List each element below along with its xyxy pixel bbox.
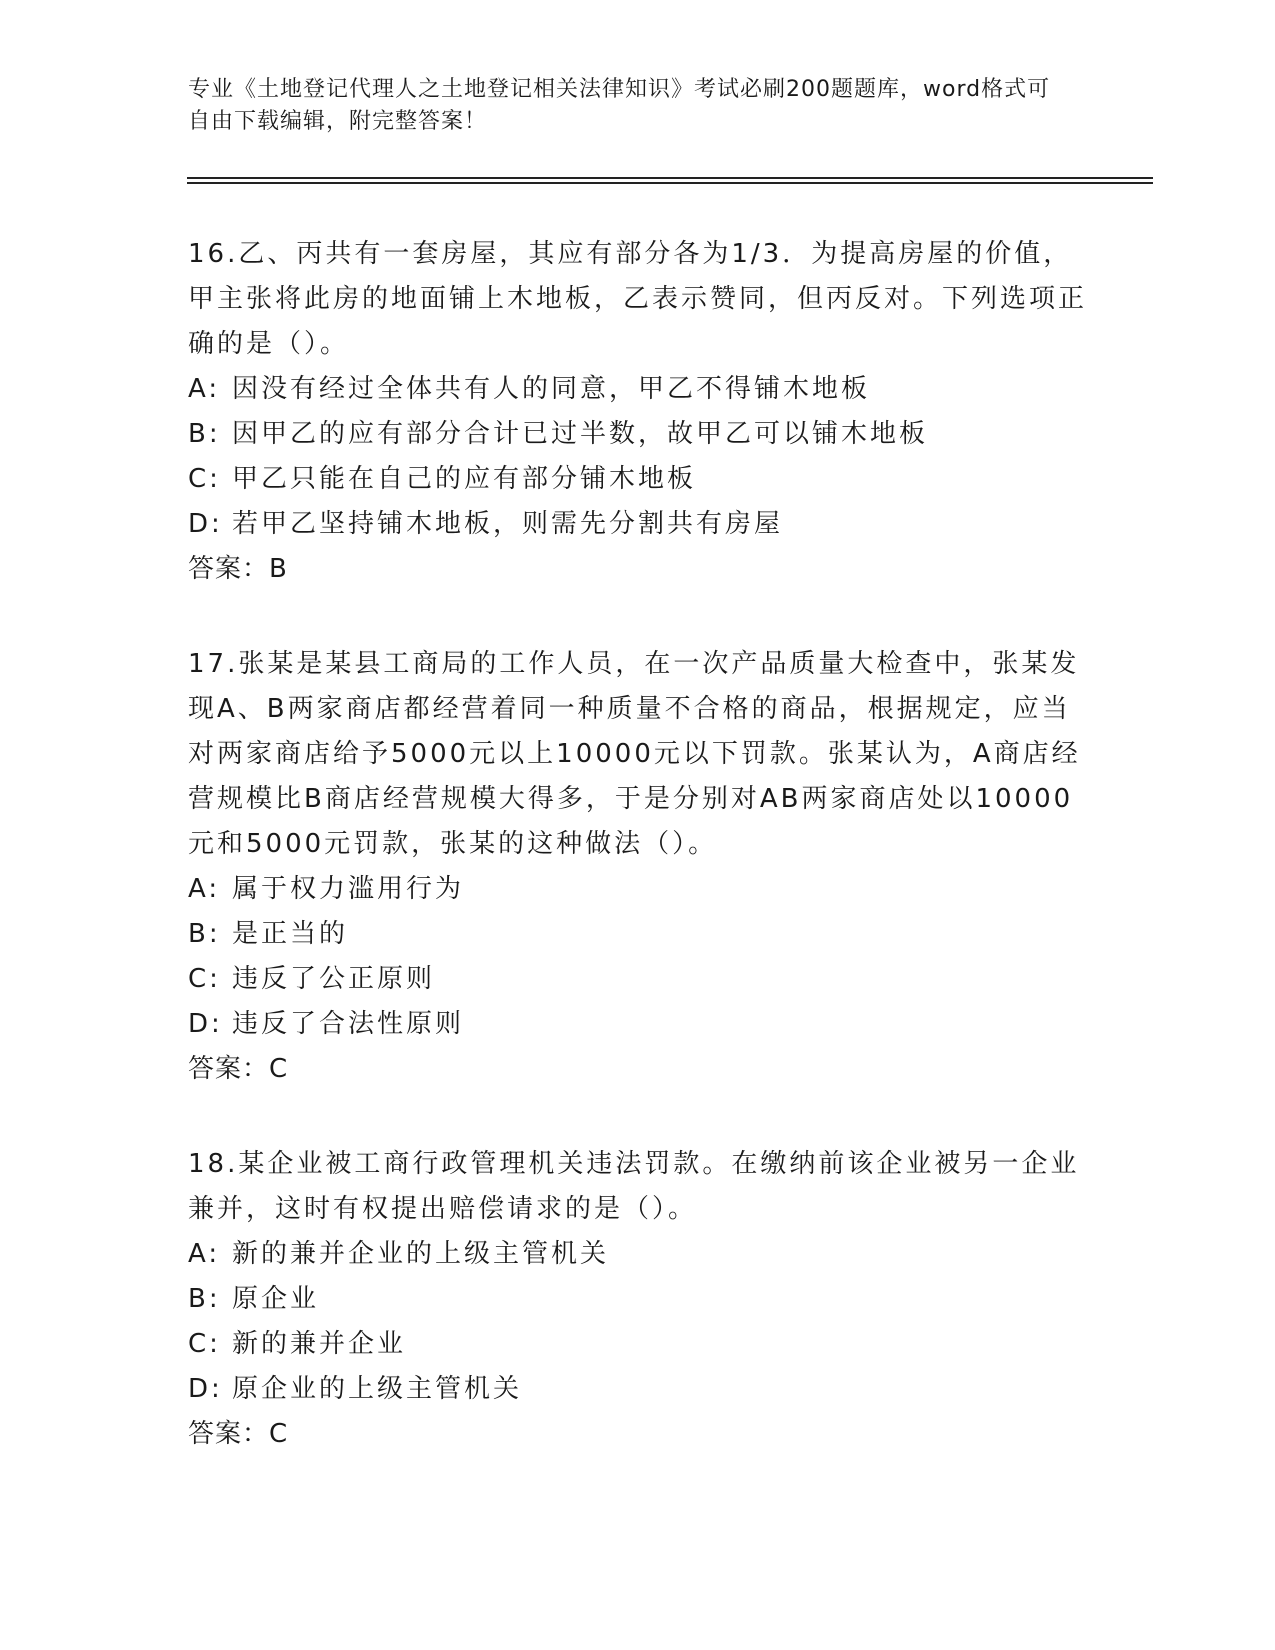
option-text: 新的兼并企业的上级主管机关 bbox=[232, 1239, 610, 1269]
header-divider-bottom bbox=[187, 182, 1153, 184]
question-18 bbox=[188, 1142, 1088, 1457]
question-stem: 18.某企业被工商行政管理机关违法罚款。在缴纳前该企业被另一企业兼并，这时有权提出赔偿请求的是（）。 bbox=[188, 1149, 1080, 1224]
option-text: 违反了合法性原则 bbox=[232, 1009, 465, 1039]
option-key: B: bbox=[188, 1284, 221, 1314]
question-list bbox=[188, 232, 1088, 1507]
option-key: C: bbox=[188, 464, 221, 494]
option-text: 违反了公正原则 bbox=[232, 964, 436, 994]
option-key: A: bbox=[188, 374, 221, 404]
option-d bbox=[188, 1367, 1088, 1412]
option-c bbox=[188, 457, 1088, 502]
question-17 bbox=[188, 642, 1088, 1092]
option-text: 是正当的 bbox=[232, 919, 349, 949]
question-stem: 17.张某是某县工商局的工作人员，在一次产品质量大检查中，张某发现A、B两家商店都经营着同一种质量不合格的商品，根据规定，应当对两家商店给予5000元以上10000元以下罚款。张某认为，A商店经营规模比B商店经营规模大得多，于是分别对AB两家商店处以10000元和5000元罚款，张某的这种做法（）。 bbox=[188, 649, 1081, 859]
option-key: B: bbox=[188, 419, 221, 449]
answer-label: 答案：B bbox=[188, 554, 288, 584]
option-key: D: bbox=[188, 1374, 223, 1404]
option-key: A: bbox=[188, 874, 221, 904]
option-b bbox=[188, 912, 1088, 957]
document-header: 专业《土地登记代理人之土地登记相关法律知识》考试必刷200题题库，word格式可自由下载编辑，附完整答案！ bbox=[188, 77, 1051, 134]
option-d bbox=[188, 502, 1088, 547]
option-text: 甲乙只能在自己的应有部分铺木地板 bbox=[232, 464, 697, 494]
option-a bbox=[188, 1232, 1088, 1277]
option-key: C: bbox=[188, 1329, 221, 1359]
option-text: 属于权力滥用行为 bbox=[232, 874, 465, 904]
option-c bbox=[188, 1322, 1088, 1367]
answer-label: 答案：C bbox=[188, 1054, 289, 1084]
question-16 bbox=[188, 232, 1088, 592]
option-key: C: bbox=[188, 964, 221, 994]
question-stem: 16.乙、丙共有一套房屋，其应有部分各为1/3．为提高房屋的价值，甲主张将此房的地面铺上木地板，乙表示赞同，但丙反对。下列选项正确的是（）。 bbox=[188, 239, 1088, 359]
option-text: 原企业 bbox=[232, 1284, 320, 1314]
option-text: 因没有经过全体共有人的同意，甲乙不得铺木地板 bbox=[232, 374, 871, 404]
option-b bbox=[188, 412, 1088, 457]
option-text: 因甲乙的应有部分合计已过半数，故甲乙可以铺木地板 bbox=[232, 419, 929, 449]
option-b bbox=[188, 1277, 1088, 1322]
option-a bbox=[188, 867, 1088, 912]
option-text: 新的兼并企业 bbox=[232, 1329, 407, 1359]
option-d bbox=[188, 1002, 1088, 1047]
option-key: D: bbox=[188, 509, 223, 539]
option-text: 原企业的上级主管机关 bbox=[232, 1374, 523, 1404]
option-c bbox=[188, 957, 1088, 1002]
option-key: A: bbox=[188, 1239, 221, 1269]
option-key: B: bbox=[188, 919, 221, 949]
header-divider-top bbox=[187, 177, 1153, 179]
answer-label: 答案：C bbox=[188, 1419, 289, 1449]
option-a bbox=[188, 367, 1088, 412]
option-key: D: bbox=[188, 1009, 223, 1039]
option-text: 若甲乙坚持铺木地板，则需先分割共有房屋 bbox=[232, 509, 784, 539]
